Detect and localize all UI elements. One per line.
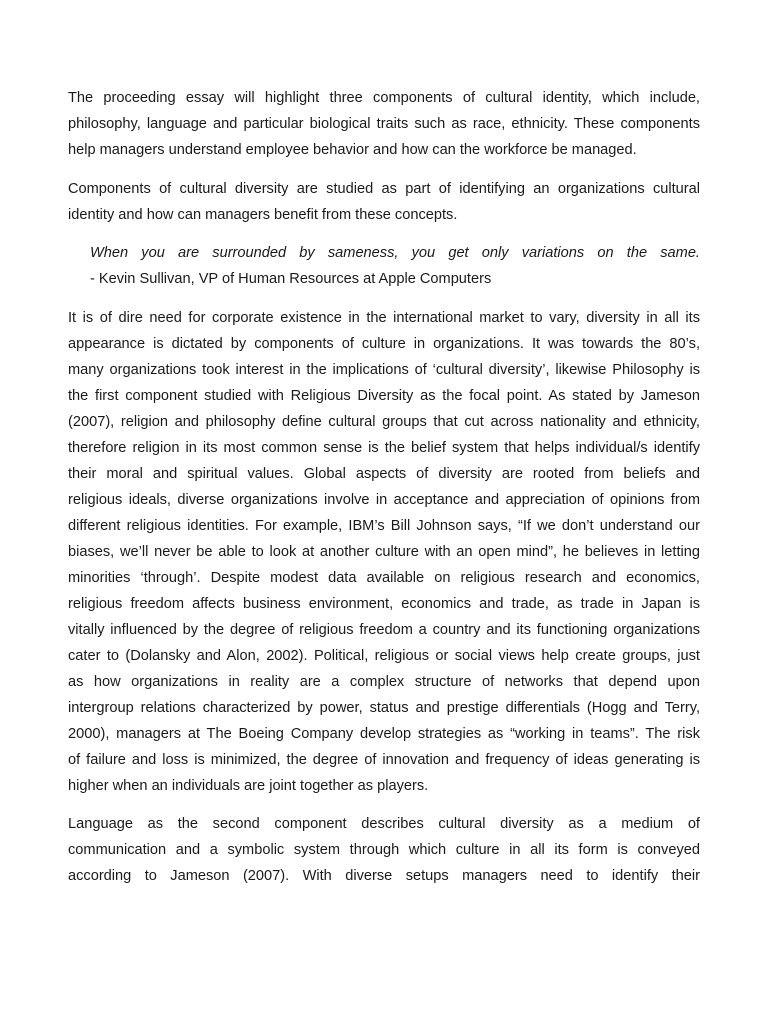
text-line: different religious identities. For example, IBM’s Bill Johnson says, “If we don’t understand our <box>68 518 700 534</box>
text-line: according to Jameson (2007). With diverse setups managers need to identify their <box>68 868 700 884</box>
text-line: of failure and loss is minimized, the degree of innovation and frequency of ideas generating is <box>68 752 700 768</box>
text-line: many organizations took interest in the implications of ‘cultural diversity’, likewise Philosophy is <box>68 362 700 378</box>
text-line: their moral and spiritual values. Global aspects of diversity are rooted from beliefs and <box>68 466 700 482</box>
text-line: 2000), managers at The Boeing Company develop strategies as “working in teams”. The risk <box>68 726 700 742</box>
text-line: help managers understand employee behavior and how can the workforce be managed. <box>68 142 637 158</box>
language-paragraph <box>68 811 700 889</box>
block-quote <box>90 240 700 292</box>
text-line: Components of cultural diversity are studied as part of identifying an organizations cultural <box>68 181 700 197</box>
intro-paragraph <box>68 85 700 163</box>
text-line: therefore religion in its most common sense is the belief system that helps individual/s identify <box>68 440 700 456</box>
text-line: appearance is dictated by components of culture in organizations. It was towards the 80’s, <box>68 336 700 352</box>
text-line: intergroup relations characterized by power, status and prestige differentials (Hogg and Terry, <box>68 700 700 716</box>
text-line: cater to (Dolansky and Alon, 2002). Political, religious or social views help create groups, just <box>68 648 700 664</box>
text-line: philosophy, language and particular biological traits such as race, ethnicity. These components <box>68 116 700 132</box>
text-line: higher when an individuals are joint together as players. <box>68 778 429 794</box>
text-line: as how organizations in reality are a complex structure of networks that depend upon <box>68 674 700 690</box>
text-line: identity and how can managers benefit from these concepts. <box>68 207 458 223</box>
text-line: Language as the second component describes cultural diversity as a medium of <box>68 816 700 832</box>
text-line: (2007), religion and philosophy define cultural groups that cut across nationality and ethnicity, <box>68 414 700 430</box>
text-line: biases, we’ll never be able to look at another culture with an open mind”, he believes in letting <box>68 544 700 560</box>
text-line: communication and a symbolic system through which culture in all its form is conveyed <box>68 842 700 858</box>
text-line: religious freedom affects business environment, economics and trade, as trade in Japan is <box>68 596 700 612</box>
quote-text: When you are surrounded by sameness, you get only variations on the same. <box>90 245 700 261</box>
components-paragraph <box>68 176 700 228</box>
text-line: It is of dire need for corporate existence in the international market to vary, diversity in all its <box>68 310 700 326</box>
text-line: The proceeding essay will highlight three components of cultural identity, which include, <box>68 90 700 106</box>
quote-attribution: - Kevin Sullivan, VP of Human Resources at Apple Computers <box>90 271 492 287</box>
text-line: the first component studied with Religious Diversity as the focal point. As stated by Jameson <box>68 388 700 404</box>
philosophy-paragraph <box>68 305 700 799</box>
text-line: religious ideals, diverse organizations involve in acceptance and appreciation of opinions from <box>68 492 700 508</box>
text-line: minorities ‘through’. Despite modest data available on religious research and economics, <box>68 570 700 586</box>
text-line: vitally influenced by the degree of religious freedom a country and its functioning organizations <box>68 622 700 638</box>
